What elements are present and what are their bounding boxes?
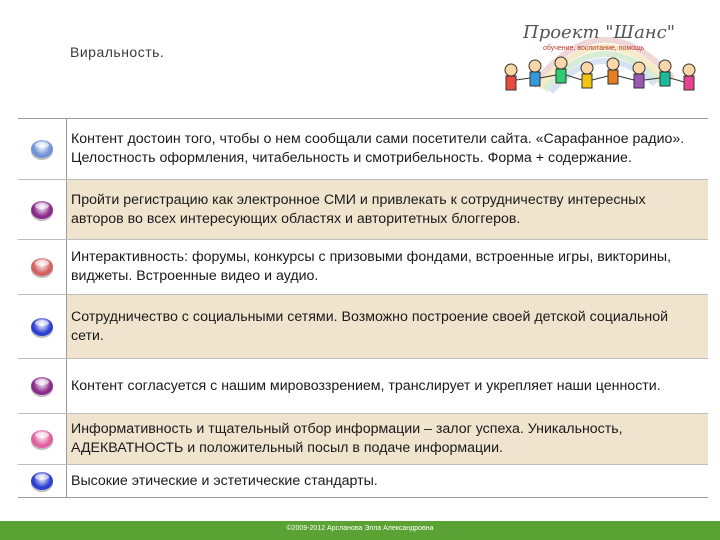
list-item [18,119,708,179]
bullet-icon [31,201,53,219]
slide-title: Виральность. [70,44,165,60]
list-item-text: Контент согласуется с нашим мировоззрением, транслирует и укрепляет наши ценности. [71,377,661,394]
list-item [18,295,708,358]
project-chance-logo [493,8,708,106]
bullet-icon [31,472,53,490]
list-item [18,240,708,294]
footer-copyright: ©2009-2012 Арсланова Элла Александровна [286,525,434,532]
list-item-text: Информативность и тщательный отбор информации – залог успеха. Уникальность, АДЕКВАТНОСТЬ и положительный посыл в подаче информации. [71,421,623,456]
bullet-icon [31,318,53,336]
list-item [18,359,708,413]
list-item [18,465,708,497]
list-item-text: Высокие этические и эстетические стандарты. [71,472,378,489]
list-item-text: Сотрудничество с социальными сетями. Возможно построение своей детской социальной сети. [71,308,669,344]
list-item-text: Контент достоин того, чтобы о нем сообщали сами посетители сайта. «Сарафанное радио». Целостность оформления, читабельность и смотрибельность. Форма + содержание. [71,131,685,166]
list-item [18,180,708,239]
list-item [18,414,708,464]
list-item-text: Интерактивность: форумы, конкурсы с призовыми фондами, встроенные игры, викторины, виджеты. Встроенные видео и аудио. [71,249,672,284]
logo-title: Проект "Шанс" [523,22,676,43]
bullet-icon [31,258,53,276]
list-item-text: Пройти регистрацию как электронное СМИ и привлекать к сотрудничеству интересных авторов во всех интересующих областях и авторитетных блоггеров. [71,191,646,227]
logo-subtitle: обучение, воспитание, помощь [543,45,645,52]
content-list [18,118,708,498]
bullet-icon [31,140,53,158]
bullet-icon [31,377,53,395]
bullet-icon [31,430,53,448]
